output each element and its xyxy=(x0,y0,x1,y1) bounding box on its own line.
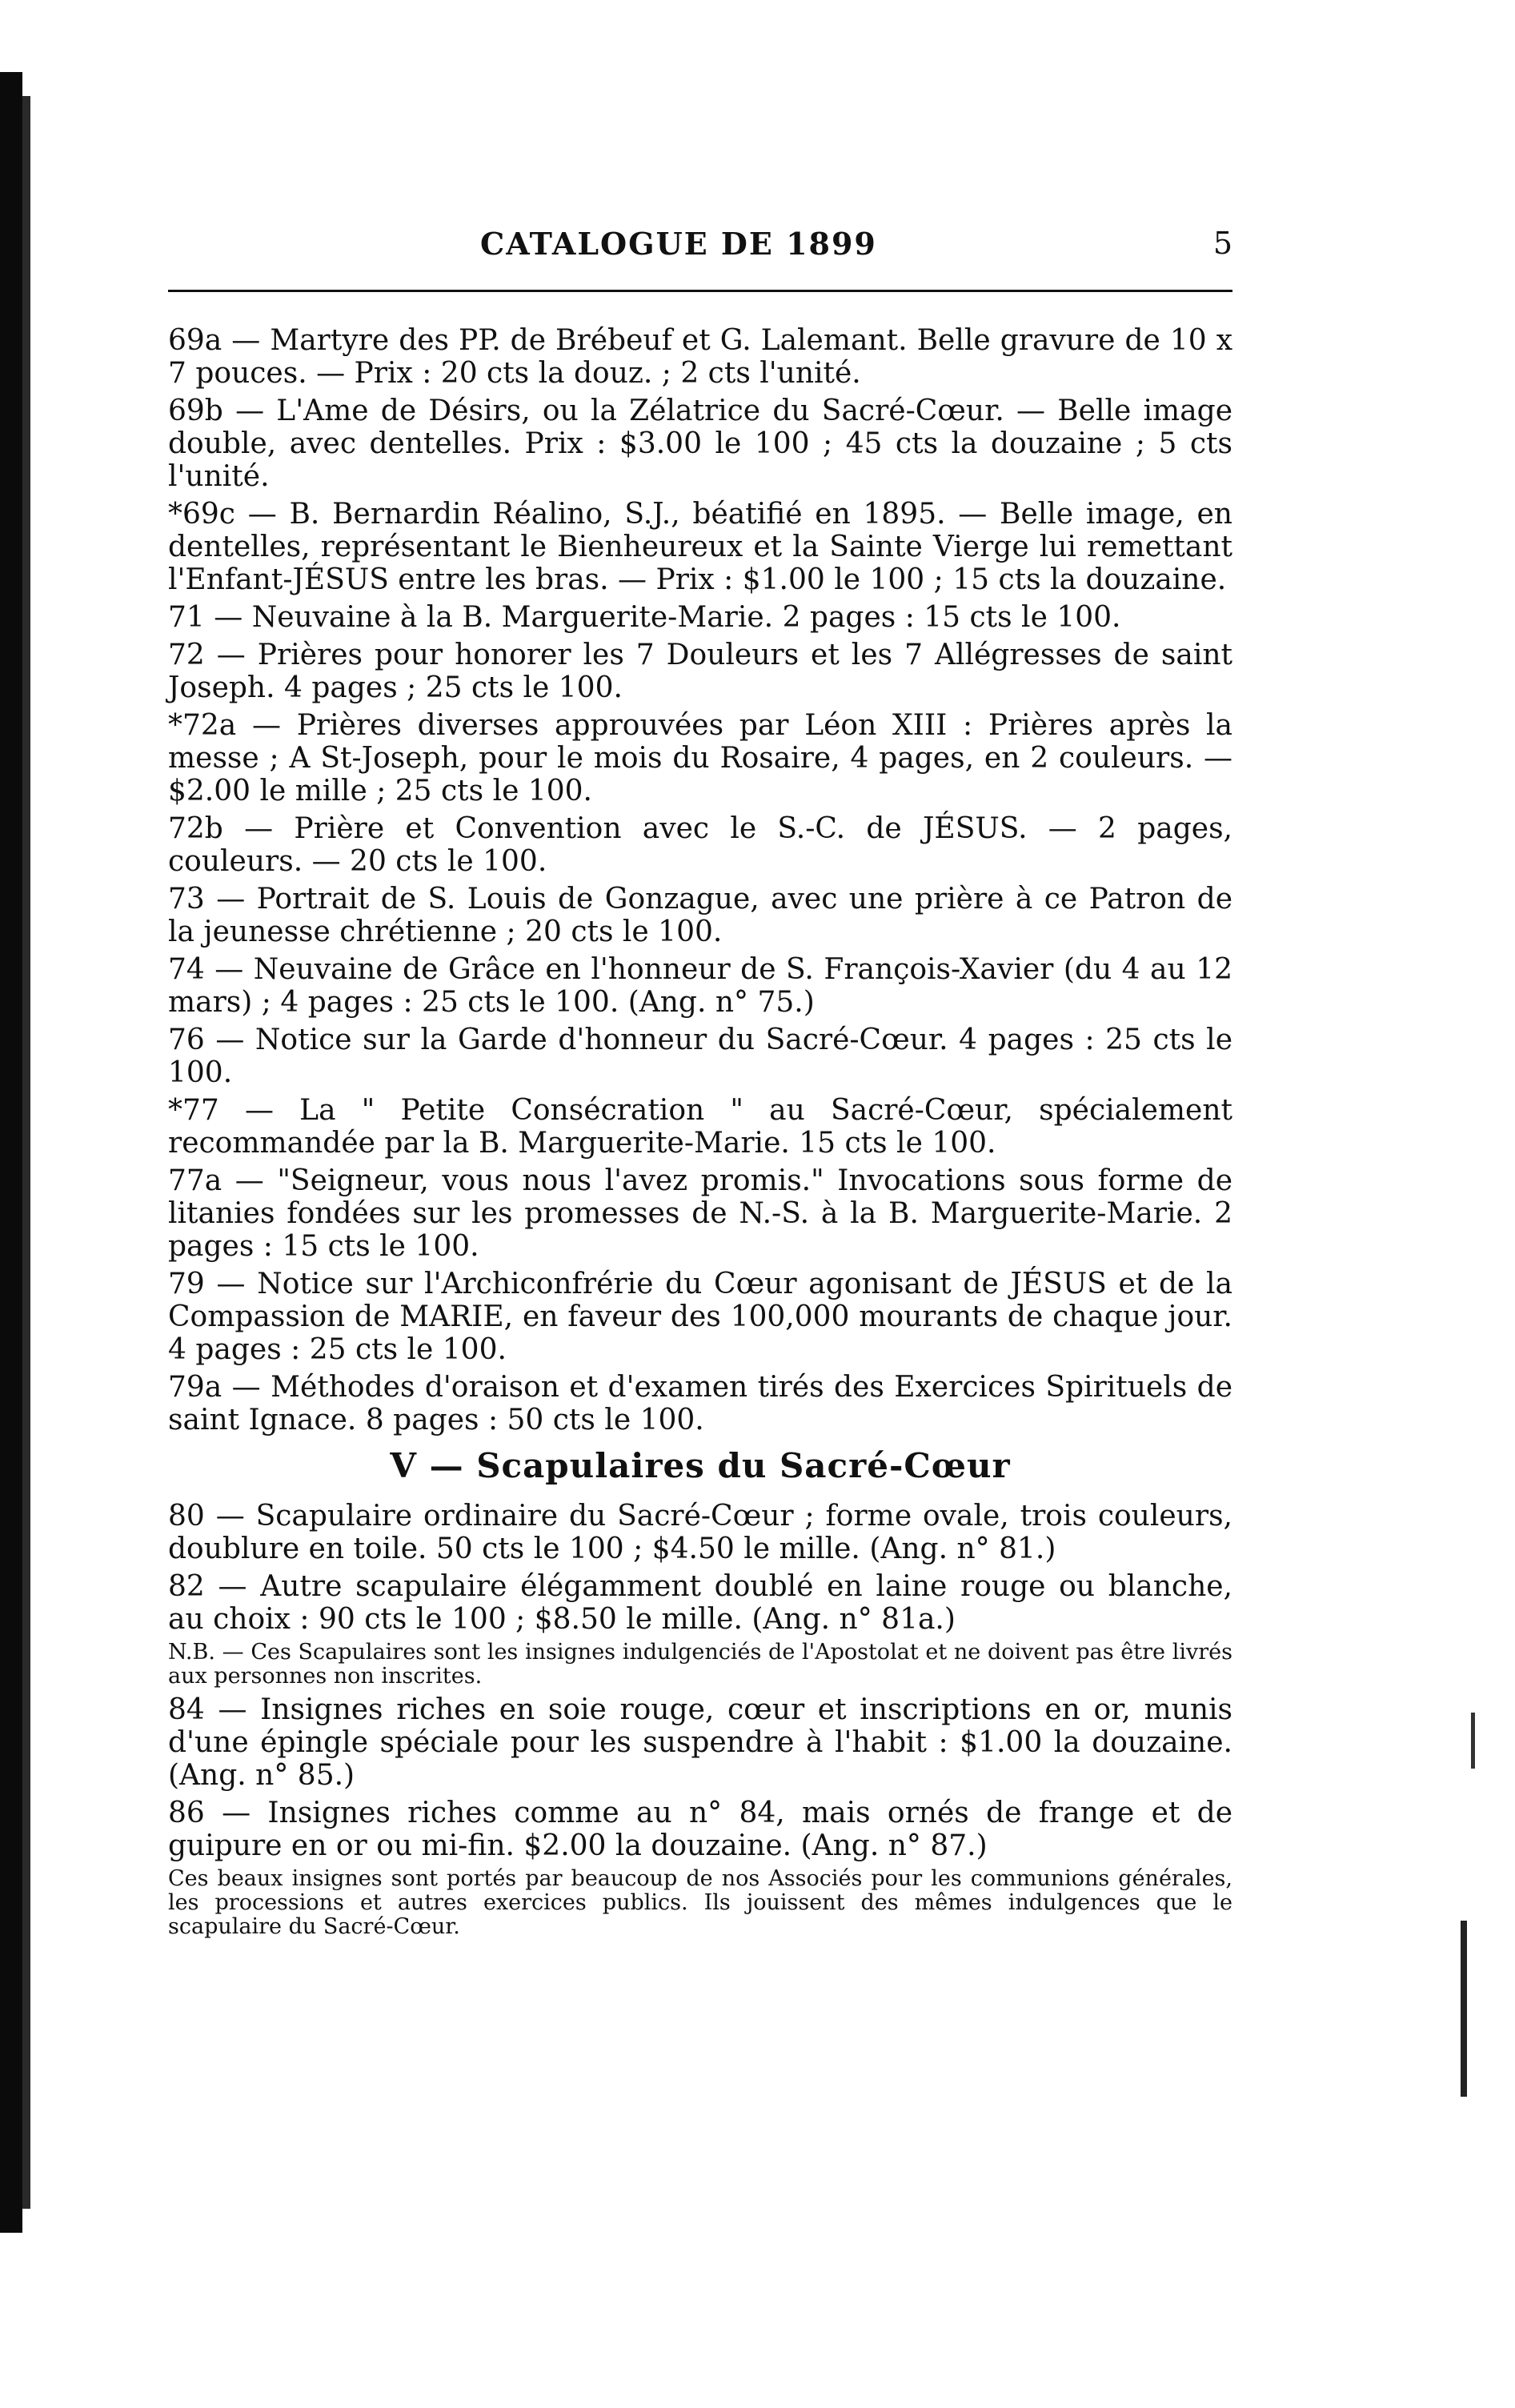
scan-artifact-right-small xyxy=(1471,1713,1475,1769)
footnote-nb: N.B. — Ces Scapulaires sont les insignes indulgenciés de l'Apostolat et ne doivent pas être livrés aux personnes non inscrites. xyxy=(168,1640,1232,1689)
catalogue-entry: 74 — Neuvaine de Grâce en l'honneur de S. François-Xavier (du 4 au 12 mars) ; 4 pages : 25 cts le 100. (Ang. n° 75.) xyxy=(168,953,1232,1019)
scan-edge-shadow-inner xyxy=(22,96,30,2209)
insigne-entry: 84 — Insignes riches en soie rouge, cœur et inscriptions en or, munis d'une épingle spéciale pour les suspendre à l'habit : $1.00 la douzaine. (Ang. n° 85.) xyxy=(168,1693,1232,1792)
scapulaire-entry: 80 — Scapulaire ordinaire du Sacré-Cœur ; forme ovale, trois couleurs, doublure en toile. 50 cts le 100 ; $4.50 le mille. (Ang. n° 81.) xyxy=(168,1500,1232,1565)
footnote-insignes: Ces beaux insignes sont portés par beaucoup de nos Associés pour les communions générales, les processions et autres exercices publics. Ils jouissent des mêmes indulgences que le scapulaire du Sacré-Cœur. xyxy=(168,1866,1232,1939)
page-number: 5 xyxy=(1212,226,1232,261)
page-header xyxy=(168,226,1232,274)
catalogue-entry: 69b — L'Ame de Désirs, ou la Zélatrice du Sacré-Cœur. — Belle image double, avec dentelles. Prix : $3.00 le 100 ; 45 cts la douzaine ; 5 cts l'unité. xyxy=(168,395,1232,493)
catalogue-entry: 76 — Notice sur la Garde d'honneur du Sacré-Cœur. 4 pages : 25 cts le 100. xyxy=(168,1024,1232,1089)
catalogue-entry: 72b — Prière et Convention avec le S.-C. de JÉSUS. — 2 pages, couleurs. — 20 cts le 100. xyxy=(168,812,1232,878)
catalogue-entry: 71 — Neuvaine à la B. Marguerite-Marie. 2 pages : 15 cts le 100. xyxy=(168,601,1121,634)
catalogue-entry: *72a — Prières diverses approuvées par Léon XIII : Prières après la messe ; A St-Joseph, pour le mois du Rosaire, 4 pages, en 2 couleurs. — $2.00 le mille ; 25 cts le 100. xyxy=(168,709,1232,807)
catalogue-entry: 73 — Portrait de S. Louis de Gonzague, avec une prière à ce Patron de la jeunesse chrétienne ; 20 cts le 100. xyxy=(168,883,1232,948)
scapulaire-entry: 82 — Autre scapulaire élégamment doublé en laine rouge ou blanche, au choix : 90 cts le 100 ; $8.50 le mille. (Ang. n° 81a.) xyxy=(168,1570,1232,1636)
insigne-entry: 86 — Insignes riches comme au n° 84, mais ornés de frange et de guipure en or ou mi-fin. $2.00 la douzaine. (Ang. n° 87.) xyxy=(168,1797,1232,1862)
catalogue-entry: 69a — Martyre des PP. de Brébeuf et G. Lalemant. Belle gravure de 10 x 7 pouces. — Prix : 20 cts la douz. ; 2 cts l'unité. xyxy=(168,324,1232,390)
catalogue-entry: 77a — "Seigneur, vous nous l'avez promis." Invocations sous forme de litanies fondées sur les promesses de N.-S. à la B. Marguerite-Marie. 2 pages : 15 cts le 100. xyxy=(168,1164,1232,1263)
running-title: CATALOGUE DE 1899 xyxy=(480,226,877,262)
catalogue-entry: 72 — Prières pour honorer les 7 Douleurs et les 7 Allégresses de saint Joseph. 4 pages ; 25 cts le 100. xyxy=(168,639,1232,704)
catalogue-entry: 79a — Méthodes d'oraison et d'examen tirés des Exercices Spirituels de saint Ignace. 8 pages : 50 cts le 100. xyxy=(168,1371,1232,1436)
scan-artifact-right xyxy=(1461,1921,1467,2097)
section-title: V — Scapulaires du Sacré-Cœur xyxy=(390,1446,1011,1485)
catalogue-entry: 79 — Notice sur l'Archiconfrérie du Cœur agonisant de JÉSUS et de la Compassion de MARIE, en faveur des 100,000 mourants de chaque jour. 4 pages : 25 cts le 100. xyxy=(168,1268,1232,1366)
page-body xyxy=(168,324,1232,1944)
header-rule xyxy=(168,290,1232,292)
scan-edge-shadow xyxy=(0,72,22,2233)
catalogue-entry: *77 — La " Petite Consécration " au Sacré-Cœur, spécialement recommandée par la B. Marguerite-Marie. 15 cts le 100. xyxy=(168,1094,1232,1160)
catalogue-entry: *69c — B. Bernardin Réalino, S.J., béatifié en 1895. — Belle image, en dentelles, représentant le Bienheureux et la Sainte Vierge lui remettant l'Enfant-JÉSUS entre les bras. — Prix : $1.00 le 100 ; 15 cts la douzaine. xyxy=(168,498,1232,596)
